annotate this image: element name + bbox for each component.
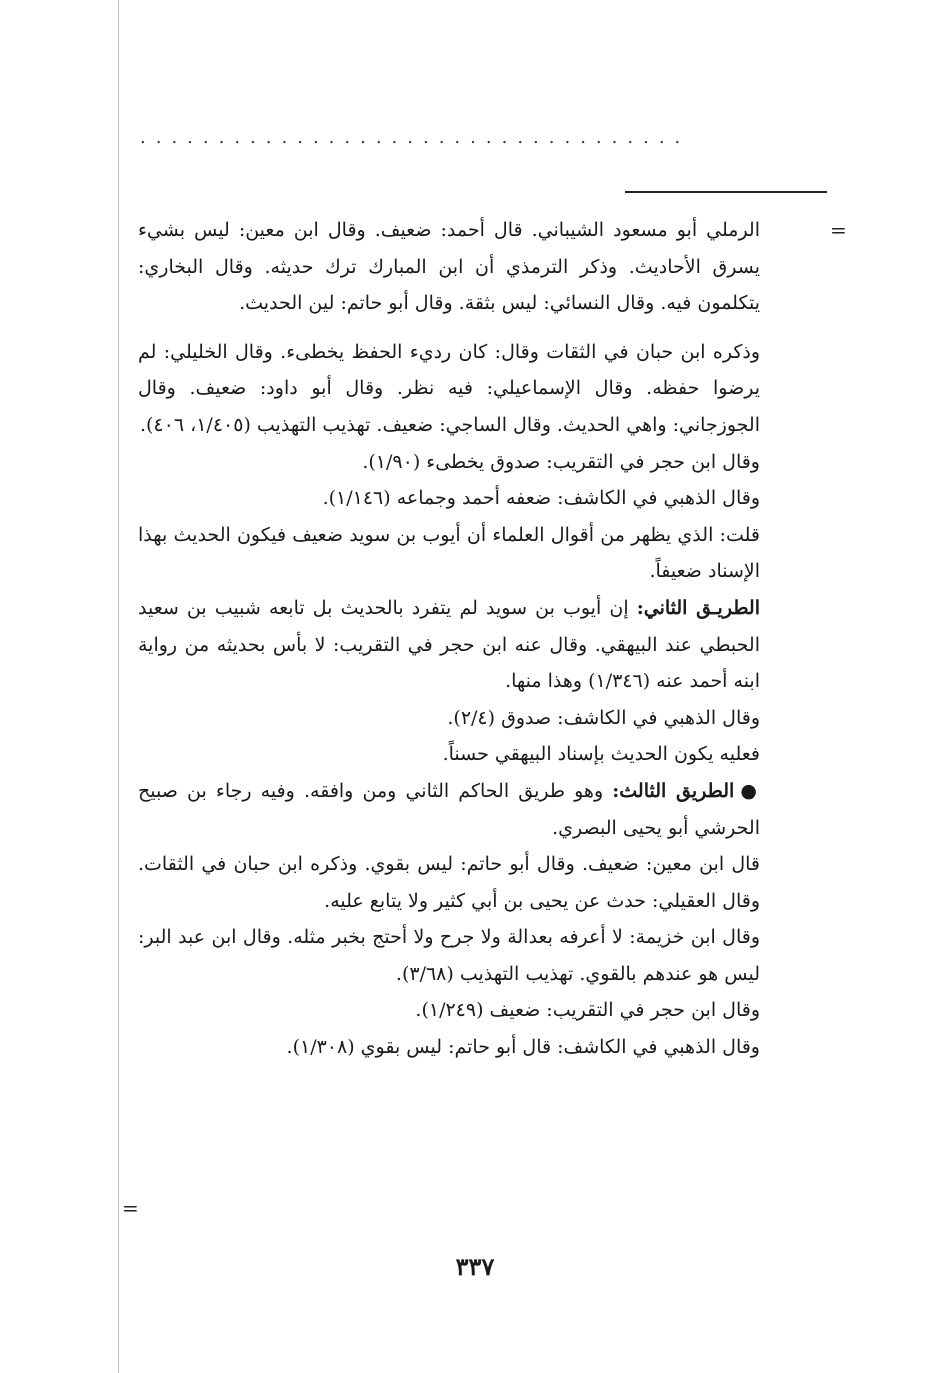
paragraph: وقال الذهبي في الكاشف: صدوق (٢/٤). [447, 706, 760, 729]
paragraph-second-route [138, 590, 760, 700]
paragraph: وقال الذهبي في الكاشف: ضعفه أحمد وجماعه (١/١٤٦). [322, 487, 760, 510]
paragraph-text: وهو طريق الحاكم الثاني ومن وافقه. وفيه رجاء بن صبيح الحرشي أبو يحيى البصري. [138, 779, 760, 839]
page-number: ٣٣٧ [455, 1252, 495, 1281]
paragraph-text: إن أيوب بن سويد لم يتفرد بالحديث بل تابعه شبيب بن سعيد الحبطي عند البيهقي. وقال عنه ابن حجر في التقريب: لا بأس بحديثه من رواية ابنه أحمد عنه (١/٣٤٦) وهذا منها. [138, 596, 760, 693]
section-label-second-route: الطريـق الثاني: [636, 596, 760, 619]
paragraph: وقال ابن حجر في التقريب: ضعيف (١/٢٤٩). [415, 999, 760, 1022]
page-margin-line [118, 0, 119, 1373]
paragraph: فعليه يكون الحديث بإسناد البيهقي حسناً. [442, 743, 760, 766]
paragraph: قال ابن معين: ضعيف. وقال أبو حاتم: ليس بقوي. وذكره ابن حبان في الثقات. وقال العقيلي: حدث عن يحيى بن أبي كثير ولا يتابع عليه. [138, 853, 760, 912]
paragraph: وقال ابن خزيمة: لا أعرفه بعدالة ولا جرح ولا أحتج بخبر مثله. وقال ابن عبد البر: ليس هو عندهم بالقوي. تهذيب التهذيب (٣/٦٨). [138, 926, 760, 985]
paragraph-spacer [138, 322, 760, 334]
section-label-third-route: الطريق الثالث: [612, 779, 735, 802]
continuation-mark-top: = [830, 218, 847, 242]
footnote-separator-rule [625, 191, 827, 193]
paragraph: وذكره ابن حبان في الثقات وقال: كان رديء الحفظ يخطىء. وقال الخليلي: لم يرضوا حفظه. وقال الإسماعيلي: فيه نظر. وقال أبو داود: ضعيف. وقال الجوزجاني: واهي الحديث. وقال الساجي: ضعيف. تهذيب التهذيب (١/٤٠٥، ٤٠٦). [138, 340, 760, 436]
paragraph: وقال الذهبي في الكاشف: قال أبو حاتم: ليس بقوي (١/٣٠٨). [286, 1036, 760, 1059]
continuation-mark-bottom: = [122, 1196, 139, 1220]
paragraph: وقال ابن حجر في التقريب: صدوق يخطىء (١/٩٠). [362, 450, 760, 473]
footnote-text-block [138, 212, 760, 1066]
header-dotted-rule: ................................... [140, 128, 691, 148]
paragraph-third-route [138, 773, 760, 846]
paragraph: قلت: الذي يظهر من أقوال العلماء أن أيوب بن سويد ضعيف فيكون الحديث بهذا الإسناد ضعيفاً. [138, 523, 760, 583]
bullet-icon: ● [740, 779, 760, 802]
paragraph: الرملي أبو مسعود الشيباني. قال أحمد: ضعيف. وقال ابن معين: ليس بشيء يسرق الأحاديث. وذكر الترمذي أن ابن المبارك ترك حديثه. وقال البخاري: يتكلمون فيه. وقال النسائي: ليس بثقة. وقال أبو حاتم: لين الحديث. [138, 219, 760, 315]
